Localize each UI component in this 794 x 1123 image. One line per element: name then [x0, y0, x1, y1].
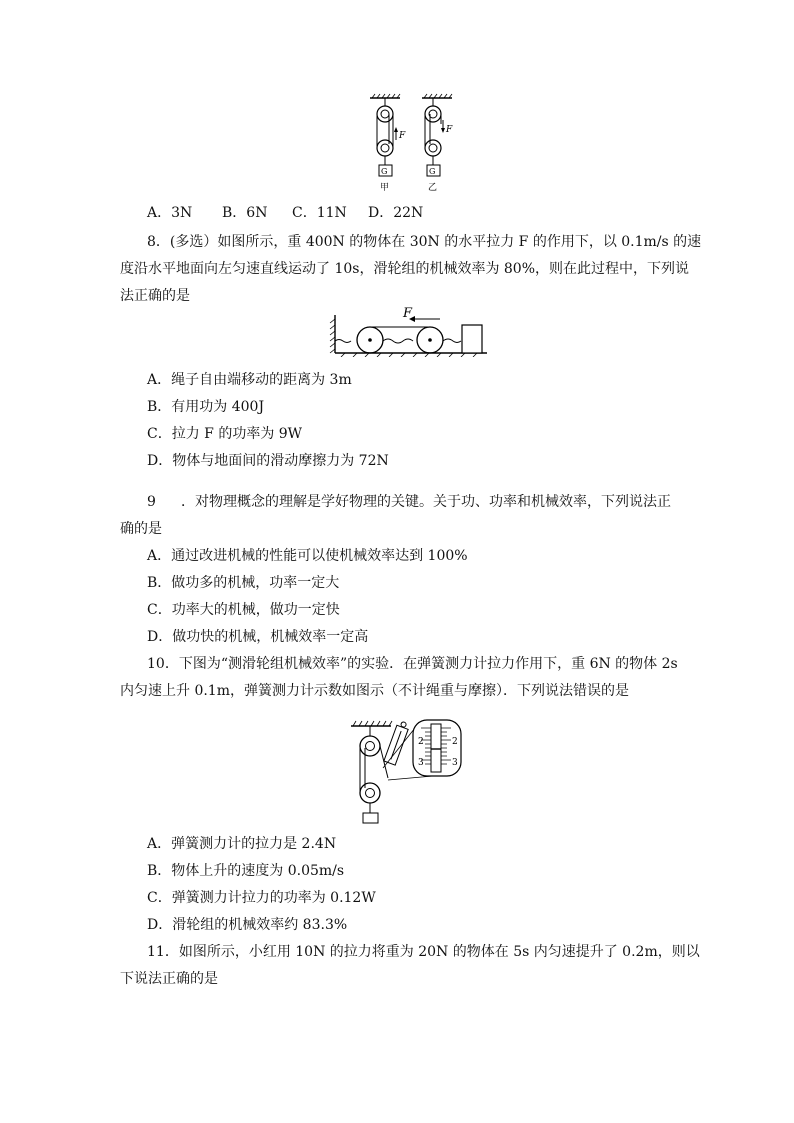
q7-option-a: A．3N [147, 205, 193, 221]
pulley-figure-q7 [360, 92, 472, 198]
q9-option-b: B．做功多的机械，功率一定大 [147, 575, 340, 591]
q8-option-a: A．绳子自由端移动的距离为 3m [147, 372, 352, 388]
q7-options [147, 203, 423, 223]
q7-option-b: B．6N [222, 205, 268, 221]
q8-option-d: D．物体与地面间的滑动摩擦力为 72N [147, 453, 389, 469]
q10-option-b: B．物体上升的速度为 0.05m/s [147, 863, 345, 879]
weight-label-left: G [381, 167, 388, 176]
scale-label-right-3: 3 [452, 758, 458, 768]
q8-stem-line-1: 8．(多选）如图所示，重 400N 的物体在 30N 的水平拉力 F 的作用下，以 0.1m/s 的速 [147, 234, 702, 250]
q7-option-c: C．11N [292, 205, 347, 221]
q10-option-a: A．弹簧测力计的拉力是 2.4N [147, 836, 337, 852]
q9-stem-line-2: 确的是 [120, 521, 162, 537]
q10-option-d: D．滑轮组的机械效率约 83.3% [147, 917, 348, 933]
q10-stem-line-2: 内匀速上升 0.1m，弹簧测力计示数如图示（不计绳重与摩擦）．下列说法错误的是 [120, 683, 629, 699]
q8-option-c: C．拉力 F 的功率为 9W [147, 426, 303, 442]
q8-stem-line-2: 度沿水平地面向左匀速直线运动了 10s，滑轮组的机械效率为 80%，则在此过程中，下列说 [120, 261, 690, 277]
force-label-left: F [399, 131, 406, 141]
caption-left: 甲 [380, 183, 390, 193]
q9-option-a: A．通过改进机械的性能可以使机械效率达到 100% [147, 548, 468, 564]
q8-stem-line-3: 法正确的是 [120, 288, 190, 304]
caption-right: 乙 [428, 183, 438, 193]
q9-stem-line-1: ．对物理概念的理解是学好物理的关键。关于功、功率和机械效率，下列说法正 [181, 494, 671, 510]
scale-label-left-2: 2 [418, 737, 424, 747]
scale-label-left-3: 3 [418, 758, 424, 768]
weight-label-right: G [429, 167, 436, 176]
force-label-q8: F [403, 306, 413, 321]
q10-option-c: C．弹簧测力计拉力的功率为 0.12W [147, 890, 376, 906]
q11-stem-line-2: 下说法正确的是 [120, 971, 218, 987]
pulley-figure-q8 [325, 305, 490, 357]
q8-option-b: B．有用功为 400J [147, 399, 265, 415]
pulley-figure-q10 [343, 718, 468, 826]
q10-stem-line-1: 10．下图为“测滑轮组机械效率”的实验．在弹簧测力计拉力作用下，重 6N 的物体 2s [147, 656, 678, 672]
scale-label-right-2: 2 [452, 737, 458, 747]
q9-number: 9 [147, 494, 156, 510]
force-label-right: F [446, 125, 453, 135]
q9-option-c: C．功率大的机械，做功一定快 [147, 602, 340, 618]
q11-stem-line-1: 11．如图所示，小红用 10N 的拉力将重为 20N 的物体在 5s 内匀速提升了 0.2m，则以 [147, 944, 700, 960]
q7-option-d: D．22N [368, 205, 424, 221]
q9-option-d: D．做功快的机械，机械效率一定高 [147, 629, 369, 645]
